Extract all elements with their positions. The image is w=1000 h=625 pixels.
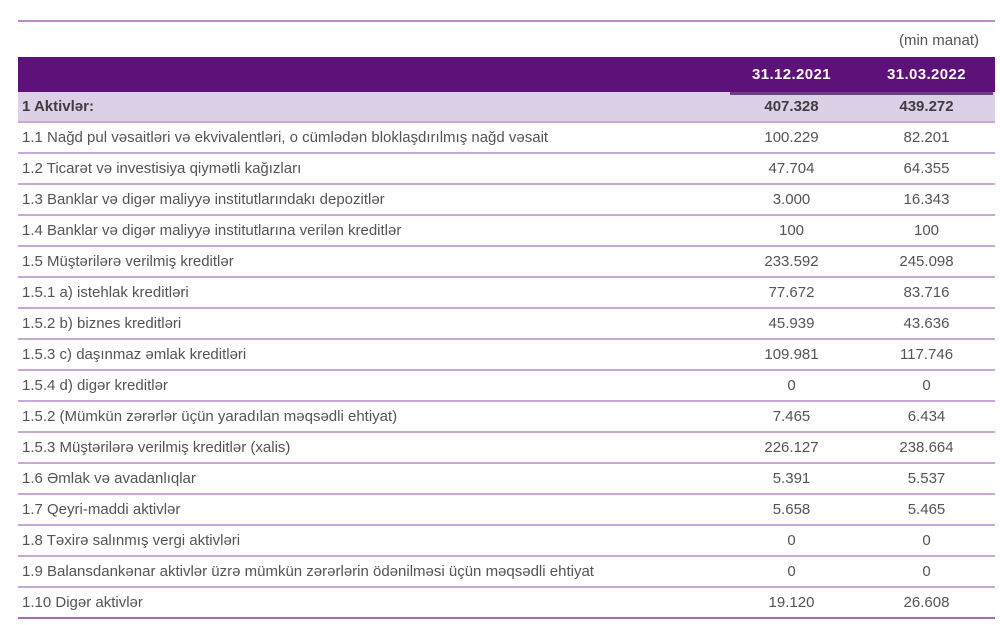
row-value: 19.120 xyxy=(768,594,815,611)
row-label: 1.2 Ticarət və investisiya qiymətli kağızları xyxy=(22,160,302,177)
row-value: 233.592 xyxy=(764,253,819,270)
table-row xyxy=(18,588,995,619)
row-value: 5.391 xyxy=(772,470,811,487)
table-row xyxy=(18,309,995,340)
column-header-period-1: 31.12.2021 xyxy=(751,66,832,83)
row-value: 226.127 xyxy=(764,439,819,456)
table-header-row xyxy=(18,57,995,92)
row-label: 1.8 Təxirə salınmış vergi aktivləri xyxy=(22,532,241,549)
row-label: 1.5.4 d) digər kreditlər xyxy=(22,377,168,394)
row-value: 7.465 xyxy=(772,408,811,425)
row-value: 238.664 xyxy=(899,439,954,456)
row-value: 5.537 xyxy=(907,470,946,487)
row-label: 1.9 Balansdankənar aktivlər üzrə mümkün zərərlərin ödənilməsi üçün məqsədli ehtiyat xyxy=(22,563,594,580)
row-value: 439.272 xyxy=(899,98,954,115)
row-value: 5.465 xyxy=(907,501,946,518)
row-value: 5.658 xyxy=(772,501,811,518)
row-value: 0 xyxy=(922,377,931,394)
table-row xyxy=(18,340,995,371)
table-row xyxy=(18,526,995,557)
row-value: 64.355 xyxy=(903,160,950,177)
row-value: 45.939 xyxy=(768,315,815,332)
table-row xyxy=(18,495,995,526)
table-row xyxy=(18,402,995,433)
table-row xyxy=(18,154,995,185)
row-value: 82.201 xyxy=(903,129,950,146)
row-label: 1.6 Əmlak və avadanlıqlar xyxy=(22,470,196,487)
row-label: 1 Aktivlər: xyxy=(22,98,94,115)
row-label: 1.7 Qeyri-maddi aktivlər xyxy=(22,501,181,518)
row-value: 0 xyxy=(922,563,931,580)
row-value: 0 xyxy=(787,532,796,549)
table-row xyxy=(18,278,995,309)
row-label: 1.5.1 a) istehlak kreditləri xyxy=(22,284,189,301)
table-row xyxy=(18,557,995,588)
row-value: 117.746 xyxy=(899,346,954,363)
row-value: 16.343 xyxy=(903,191,950,208)
table-row xyxy=(18,464,995,495)
unit-note: (min manat) xyxy=(898,32,979,49)
row-label: 1.3 Banklar və digər maliyyə institutlarındakı depozitlər xyxy=(22,191,385,208)
table-row xyxy=(18,185,995,216)
row-value: 43.636 xyxy=(903,315,950,332)
row-value: 0 xyxy=(922,532,931,549)
table-body xyxy=(18,92,995,619)
row-label: 1.5.2 (Mümkün zərərlər üçün yaradılan məqsədli ehtiyat) xyxy=(22,408,398,425)
row-value: 407.328 xyxy=(764,98,819,115)
row-value: 83.716 xyxy=(903,284,950,301)
table-row xyxy=(18,247,995,278)
table-row xyxy=(18,216,995,247)
row-value: 100 xyxy=(913,222,940,239)
header-shadow-strip xyxy=(730,92,993,95)
row-value: 109.981 xyxy=(764,346,819,363)
row-value: 3.000 xyxy=(772,191,811,208)
row-value: 77.672 xyxy=(768,284,815,301)
table-row-total xyxy=(18,92,995,123)
table-row xyxy=(18,123,995,154)
row-value: 100 xyxy=(778,222,805,239)
row-value: 26.608 xyxy=(903,594,950,611)
row-value: 6.434 xyxy=(907,408,946,425)
row-label: 1.1 Nağd pul vəsaitləri və ekvivalentləri, o cümlədən bloklaşdırılmış nağd vəsait xyxy=(22,129,549,146)
table-row xyxy=(18,371,995,402)
row-value: 245.098 xyxy=(899,253,954,270)
row-value: 100.229 xyxy=(764,129,819,146)
row-label: 1.4 Banklar və digər maliyyə institutlarına verilən kreditlər xyxy=(22,222,402,239)
row-label: 1.5.3 Müştərilərə verilmiş kreditlər (xalis) xyxy=(22,439,291,456)
row-value: 0 xyxy=(787,377,796,394)
row-label: 1.5.2 b) biznes kreditləri xyxy=(22,315,182,332)
column-header-period-2: 31.03.2022 xyxy=(886,66,967,83)
row-label: 1.5.3 c) daşınmaz əmlak kreditləri xyxy=(22,346,247,363)
table-row xyxy=(18,433,995,464)
top-divider xyxy=(18,20,995,22)
row-label: 1.5 Müştərilərə verilmiş kreditlər xyxy=(22,253,234,270)
row-value: 47.704 xyxy=(768,160,815,177)
row-label: 1.10 Digər aktivlər xyxy=(22,594,143,611)
row-value: 0 xyxy=(787,563,796,580)
financial-table xyxy=(18,57,995,619)
